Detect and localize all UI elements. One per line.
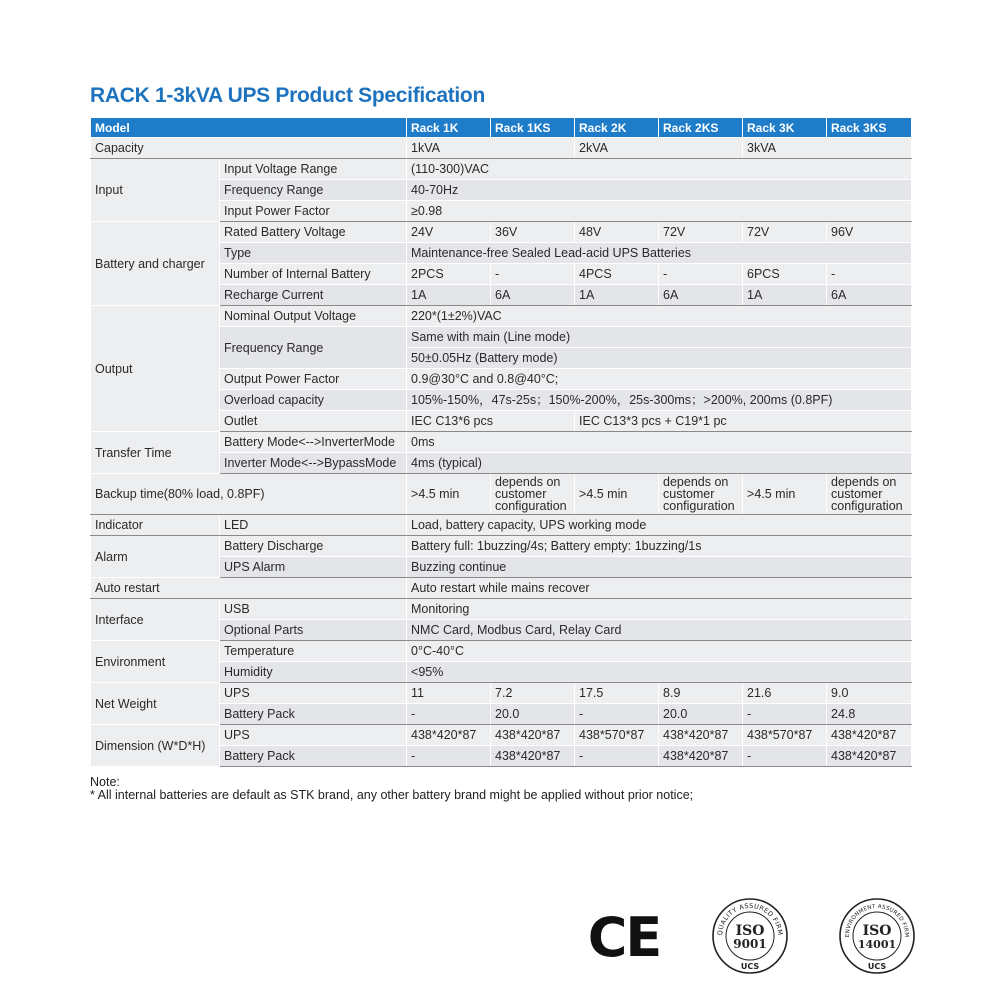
cell-value: 438*420*87 (659, 725, 743, 746)
cell-value: >4.5 min (407, 474, 491, 515)
cell-value: 9.0 (827, 683, 912, 704)
group-label: Output (91, 306, 220, 432)
cell-value: IEC C13*3 pcs + C19*1 pc (575, 411, 912, 432)
cell-value: 438*420*87 (827, 746, 912, 767)
row-label: USB (220, 599, 407, 620)
table-header-row (91, 118, 912, 138)
cell-value: 2kVA (575, 138, 743, 159)
header-model: Rack 2KS (659, 118, 743, 138)
cell-value: 72V (743, 222, 827, 243)
cell-value: NMC Card, Modbus Card, Relay Card (407, 620, 912, 641)
table-row (91, 222, 912, 243)
row-label: Nominal Output Voltage (220, 306, 407, 327)
ce-mark-icon (586, 910, 662, 962)
cell-value: 72V (659, 222, 743, 243)
row-label: Rated Battery Voltage (220, 222, 407, 243)
table-row (91, 641, 912, 662)
row-label: Battery Discharge (220, 536, 407, 557)
cell-value: 0°C-40°C (407, 641, 912, 662)
header-model: Rack 3K (743, 118, 827, 138)
row-label: Recharge Current (220, 285, 407, 306)
row-label: Capacity (91, 138, 407, 159)
iso9001-seal-icon (711, 897, 789, 975)
cell-value: IEC C13*6 pcs (407, 411, 575, 432)
cell-value: 96V (827, 222, 912, 243)
cell-value: 3kVA (743, 138, 912, 159)
row-label: UPS (220, 683, 407, 704)
row-label: Battery Pack (220, 746, 407, 767)
row-label: Inverter Mode<-->BypassMode (220, 453, 407, 474)
cell-value: 6A (827, 285, 912, 306)
cell-value: 438*420*87 (407, 725, 491, 746)
table-row (91, 599, 912, 620)
header-model: Rack 1KS (491, 118, 575, 138)
cell-value: <95% (407, 662, 912, 683)
iso14001-body: UCS (867, 962, 887, 971)
cell-value: depends on customer configuration (491, 474, 575, 515)
page-title: RACK 1-3kVA UPS Product Specification (90, 84, 485, 107)
cell-value: - (575, 746, 659, 767)
row-label: Number of Internal Battery (220, 264, 407, 285)
iso14001-standard: ISO (862, 923, 892, 939)
cell-value: 438*420*87 (827, 725, 912, 746)
cell-value: 1kVA (407, 138, 575, 159)
iso14001-seal-icon (838, 897, 916, 975)
table-row (91, 432, 912, 453)
cell-value: - (743, 746, 827, 767)
row-label: UPS (220, 725, 407, 746)
cell-value: (110-300)VAC (407, 159, 912, 180)
cell-value: ≥0.98 (407, 201, 912, 222)
cell-value: Buzzing continue (407, 557, 912, 578)
cell-value: 20.0 (659, 704, 743, 725)
iso9001-ring-text: QUALITY ASSURED FIRM (715, 901, 785, 936)
cell-value: 50±0.05Hz (Battery mode) (407, 348, 912, 369)
row-label: Type (220, 243, 407, 264)
iso9001-standard: ISO (735, 923, 765, 939)
row-label: Input Voltage Range (220, 159, 407, 180)
cell-value: 20.0 (491, 704, 575, 725)
cell-value: 17.5 (575, 683, 659, 704)
group-label: Dimension (W*D*H) (91, 725, 220, 767)
row-label: Auto restart (91, 578, 407, 599)
row-label: Overload capacity (220, 390, 407, 411)
table-row (91, 306, 912, 327)
header-model: Rack 3KS (827, 118, 912, 138)
row-label: LED (220, 515, 407, 536)
row-label: UPS Alarm (220, 557, 407, 578)
cell-value: 24V (407, 222, 491, 243)
cell-value: 220*(1±2%)VAC (407, 306, 912, 327)
iso14001-number: 14001 (857, 938, 897, 951)
group-label: Battery and charger (91, 222, 220, 306)
cell-value: 1A (575, 285, 659, 306)
row-label: Optional Parts (220, 620, 407, 641)
table-row (91, 536, 912, 557)
cell-value: 4ms (typical) (407, 453, 912, 474)
row-label: Battery Pack (220, 704, 407, 725)
cell-value: - (491, 264, 575, 285)
footnote (90, 776, 693, 802)
group-label: Input (91, 159, 220, 222)
note-text: * All internal batteries are default as STK brand, any other battery brand might be applied without prior notice; (90, 788, 694, 802)
cell-value: depends on customer configuration (659, 474, 743, 515)
cell-value: - (407, 704, 491, 725)
group-label: Transfer Time (91, 432, 220, 474)
note-label: Note: (90, 775, 120, 789)
cell-value: Auto restart while mains recover (407, 578, 912, 599)
cell-value: Same with main (Line mode) (407, 327, 912, 348)
cell-value: - (827, 264, 912, 285)
cell-value: - (407, 746, 491, 767)
cell-value: 36V (491, 222, 575, 243)
iso9001-number: 9001 (733, 937, 767, 951)
cell-value: 40-70Hz (407, 180, 912, 201)
cell-value: 6A (491, 285, 575, 306)
table-row (91, 725, 912, 746)
table-row (91, 474, 912, 515)
table-row (91, 515, 912, 536)
row-label: Temperature (220, 641, 407, 662)
table-row (91, 138, 912, 159)
cell-value: 1A (743, 285, 827, 306)
cell-value: 4PCS (575, 264, 659, 285)
cell-value: 0.9@30°C and 0.8@40°C; (407, 369, 912, 390)
row-label: Frequency Range (220, 180, 407, 201)
cell-value: Monitoring (407, 599, 912, 620)
table-row (91, 683, 912, 704)
row-label: Backup time(80% load, 0.8PF) (91, 474, 407, 515)
group-label: Alarm (91, 536, 220, 578)
row-label: Battery Mode<-->InverterMode (220, 432, 407, 453)
table-row (91, 578, 912, 599)
cell-value: 21.6 (743, 683, 827, 704)
table-row (91, 159, 912, 180)
cell-value: 8.9 (659, 683, 743, 704)
cell-value: 438*420*87 (491, 746, 575, 767)
cell-value: >4.5 min (743, 474, 827, 515)
cell-value: 438*420*87 (491, 725, 575, 746)
row-label: Frequency Range (220, 327, 407, 369)
cell-value: 6PCS (743, 264, 827, 285)
iso14001-ring-text: ENVIRONMENT ASSURED FIRM (844, 903, 910, 938)
row-label: Outlet (220, 411, 407, 432)
ce-mark-text: CE (587, 910, 661, 962)
cell-value: Maintenance-free Sealed Lead-acid UPS Batteries (407, 243, 912, 264)
cell-value: - (575, 704, 659, 725)
cell-value: 24.8 (827, 704, 912, 725)
cell-value: Battery full: 1buzzing/4s; Battery empty: 1buzzing/1s (407, 536, 912, 557)
cell-value: 1A (407, 285, 491, 306)
group-label: Net Weight (91, 683, 220, 725)
cell-value: >4.5 min (575, 474, 659, 515)
cell-value: - (743, 704, 827, 725)
header-model-label: Model (91, 118, 407, 138)
cell-value: 6A (659, 285, 743, 306)
cell-value: depends on customer configuration (827, 474, 912, 515)
cell-value: 438*420*87 (659, 746, 743, 767)
header-model: Rack 1K (407, 118, 491, 138)
iso9001-body: UCS (740, 962, 760, 971)
cell-value: 438*570*87 (743, 725, 827, 746)
row-label: Input Power Factor (220, 201, 407, 222)
cell-value: 438*570*87 (575, 725, 659, 746)
cell-value: 48V (575, 222, 659, 243)
cell-value: Load, battery capacity, UPS working mode (407, 515, 912, 536)
spec-table (90, 117, 912, 767)
row-label: Output Power Factor (220, 369, 407, 390)
cell-value: 7.2 (491, 683, 575, 704)
cell-value: 11 (407, 683, 491, 704)
cell-value: 2PCS (407, 264, 491, 285)
header-model: Rack 2K (575, 118, 659, 138)
cell-value: 0ms (407, 432, 912, 453)
row-label: Humidity (220, 662, 407, 683)
cell-value: - (659, 264, 743, 285)
group-label: Indicator (91, 515, 220, 536)
group-label: Environment (91, 641, 220, 683)
group-label: Interface (91, 599, 220, 641)
cell-value: 105%-150%，47s-25s；150%-200%，25s-300ms；>200%, 200ms (0.8PF) (407, 390, 912, 411)
